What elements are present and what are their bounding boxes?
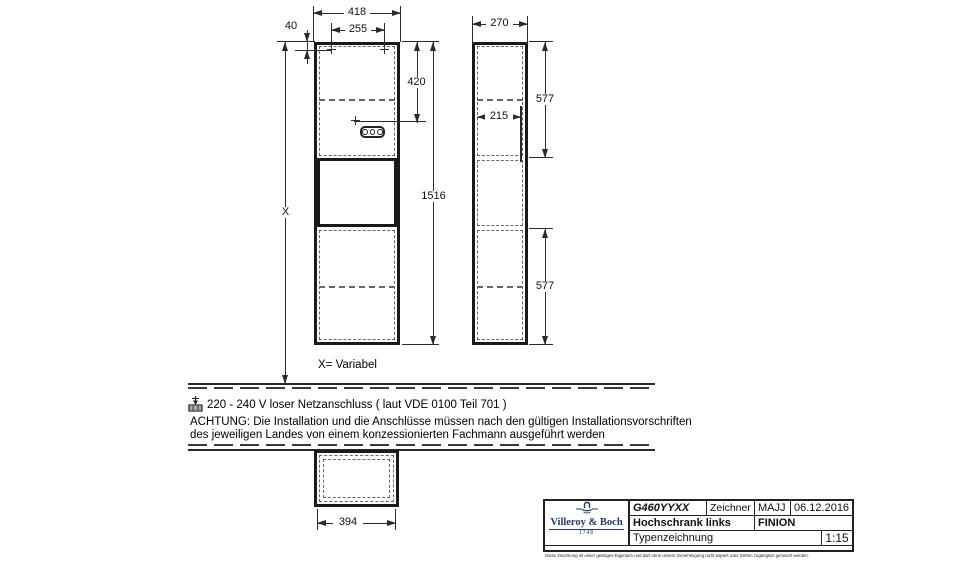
dim-label-577-upper: 577 bbox=[531, 94, 559, 105]
arrow-icon bbox=[414, 42, 420, 51]
arrow-icon bbox=[282, 42, 288, 51]
ext-line bbox=[529, 344, 553, 345]
side-view-lower-section bbox=[477, 230, 523, 340]
arrow-icon bbox=[376, 27, 385, 33]
power-connection-icon bbox=[187, 396, 204, 412]
arrow-icon bbox=[313, 10, 322, 16]
arrow-icon bbox=[472, 21, 481, 27]
side-view-upper-section bbox=[477, 46, 523, 156]
arrow-icon bbox=[392, 10, 401, 16]
drafter-label: Zeichner bbox=[707, 501, 755, 516]
dim-label-420: 420 bbox=[403, 77, 430, 88]
dim-label-577-lower: 577 bbox=[531, 281, 559, 292]
arrow-icon bbox=[317, 520, 326, 526]
product-name: Hochschrank links bbox=[630, 516, 755, 531]
article-code: G460YYXX bbox=[630, 501, 707, 516]
plan-view-body-outline bbox=[323, 459, 390, 498]
wall-line-hatch bbox=[188, 444, 655, 446]
villeroy-boch-crest-icon bbox=[575, 502, 599, 517]
arrow-icon bbox=[542, 336, 548, 345]
drafter-value: MAJJ bbox=[755, 501, 791, 516]
arrow-icon bbox=[387, 520, 396, 526]
arrow-icon bbox=[430, 42, 436, 51]
arrow-icon bbox=[519, 21, 528, 27]
side-view-lower-shelf-line bbox=[477, 286, 523, 288]
front-view-lower-shelf-line bbox=[319, 286, 395, 288]
title-block bbox=[543, 499, 854, 559]
arrow-icon bbox=[542, 229, 548, 238]
dim-label-255: 255 bbox=[345, 24, 371, 35]
date-value: 06.12.2016 bbox=[791, 501, 852, 516]
ext-line bbox=[295, 50, 331, 51]
ext-line bbox=[529, 228, 553, 229]
floor-line-hatch bbox=[188, 387, 655, 389]
warning-note-line1: ACHTUNG: Die Installation und die Anschlüsse müssen nach den gültigen Installationsvorschriften bbox=[190, 416, 692, 428]
arrow-icon bbox=[331, 27, 340, 33]
arrow-icon bbox=[542, 42, 548, 51]
dim-label-x: X bbox=[279, 207, 292, 218]
wall-line bbox=[188, 449, 655, 451]
disclaimer-row bbox=[545, 546, 852, 559]
power-note: 220 - 240 V loser Netzanschluss ( laut VDE 0100 Teil 701 ) bbox=[207, 399, 507, 411]
front-view-upper-shelf-line bbox=[319, 99, 395, 101]
brand-year: 1748 bbox=[578, 530, 595, 536]
floor-line bbox=[188, 383, 655, 385]
front-view-lower-door bbox=[319, 230, 395, 340]
arrow-icon bbox=[512, 114, 521, 120]
warning-note-line2: des jeweiligen Landes von einem konzessionierten Fachmann ausgeführt werden bbox=[190, 429, 605, 441]
arrow-icon bbox=[542, 149, 548, 158]
dim-label-40: 40 bbox=[284, 20, 298, 32]
arrow-icon bbox=[430, 336, 436, 345]
side-view-open-shelf bbox=[477, 160, 523, 226]
ext-line bbox=[529, 41, 553, 42]
series-name: FINION bbox=[755, 516, 852, 531]
variable-note: X= Variabel bbox=[318, 359, 377, 371]
arrow-icon bbox=[414, 114, 420, 123]
front-view-open-shelf bbox=[317, 158, 397, 227]
document-type: Typenzeichnung bbox=[630, 531, 822, 546]
arrow-icon bbox=[304, 50, 310, 59]
brand-name: Villeroy & Boch bbox=[550, 517, 623, 528]
dim-label-394: 394 bbox=[333, 517, 363, 528]
scale-value: 1:15 bbox=[822, 531, 852, 546]
side-view-upper-shelf-line bbox=[477, 99, 523, 101]
dim-label-1516: 1516 bbox=[418, 191, 449, 202]
front-view-upper-door bbox=[319, 46, 395, 156]
villeroy-boch-logo bbox=[545, 501, 630, 546]
dim-label-215: 215 bbox=[485, 111, 513, 122]
dim-label-418: 418 bbox=[344, 7, 370, 18]
disclaimer-text: Diese Zeichnung ist unser geistiges Eigentum und darf ohne unsere Genehmigung nicht kopiert oder Dritten zugänglich gemacht werden. bbox=[545, 554, 809, 559]
ext-line bbox=[529, 157, 553, 158]
socket-symbol bbox=[360, 126, 385, 138]
dim-label-270: 270 bbox=[486, 18, 513, 29]
